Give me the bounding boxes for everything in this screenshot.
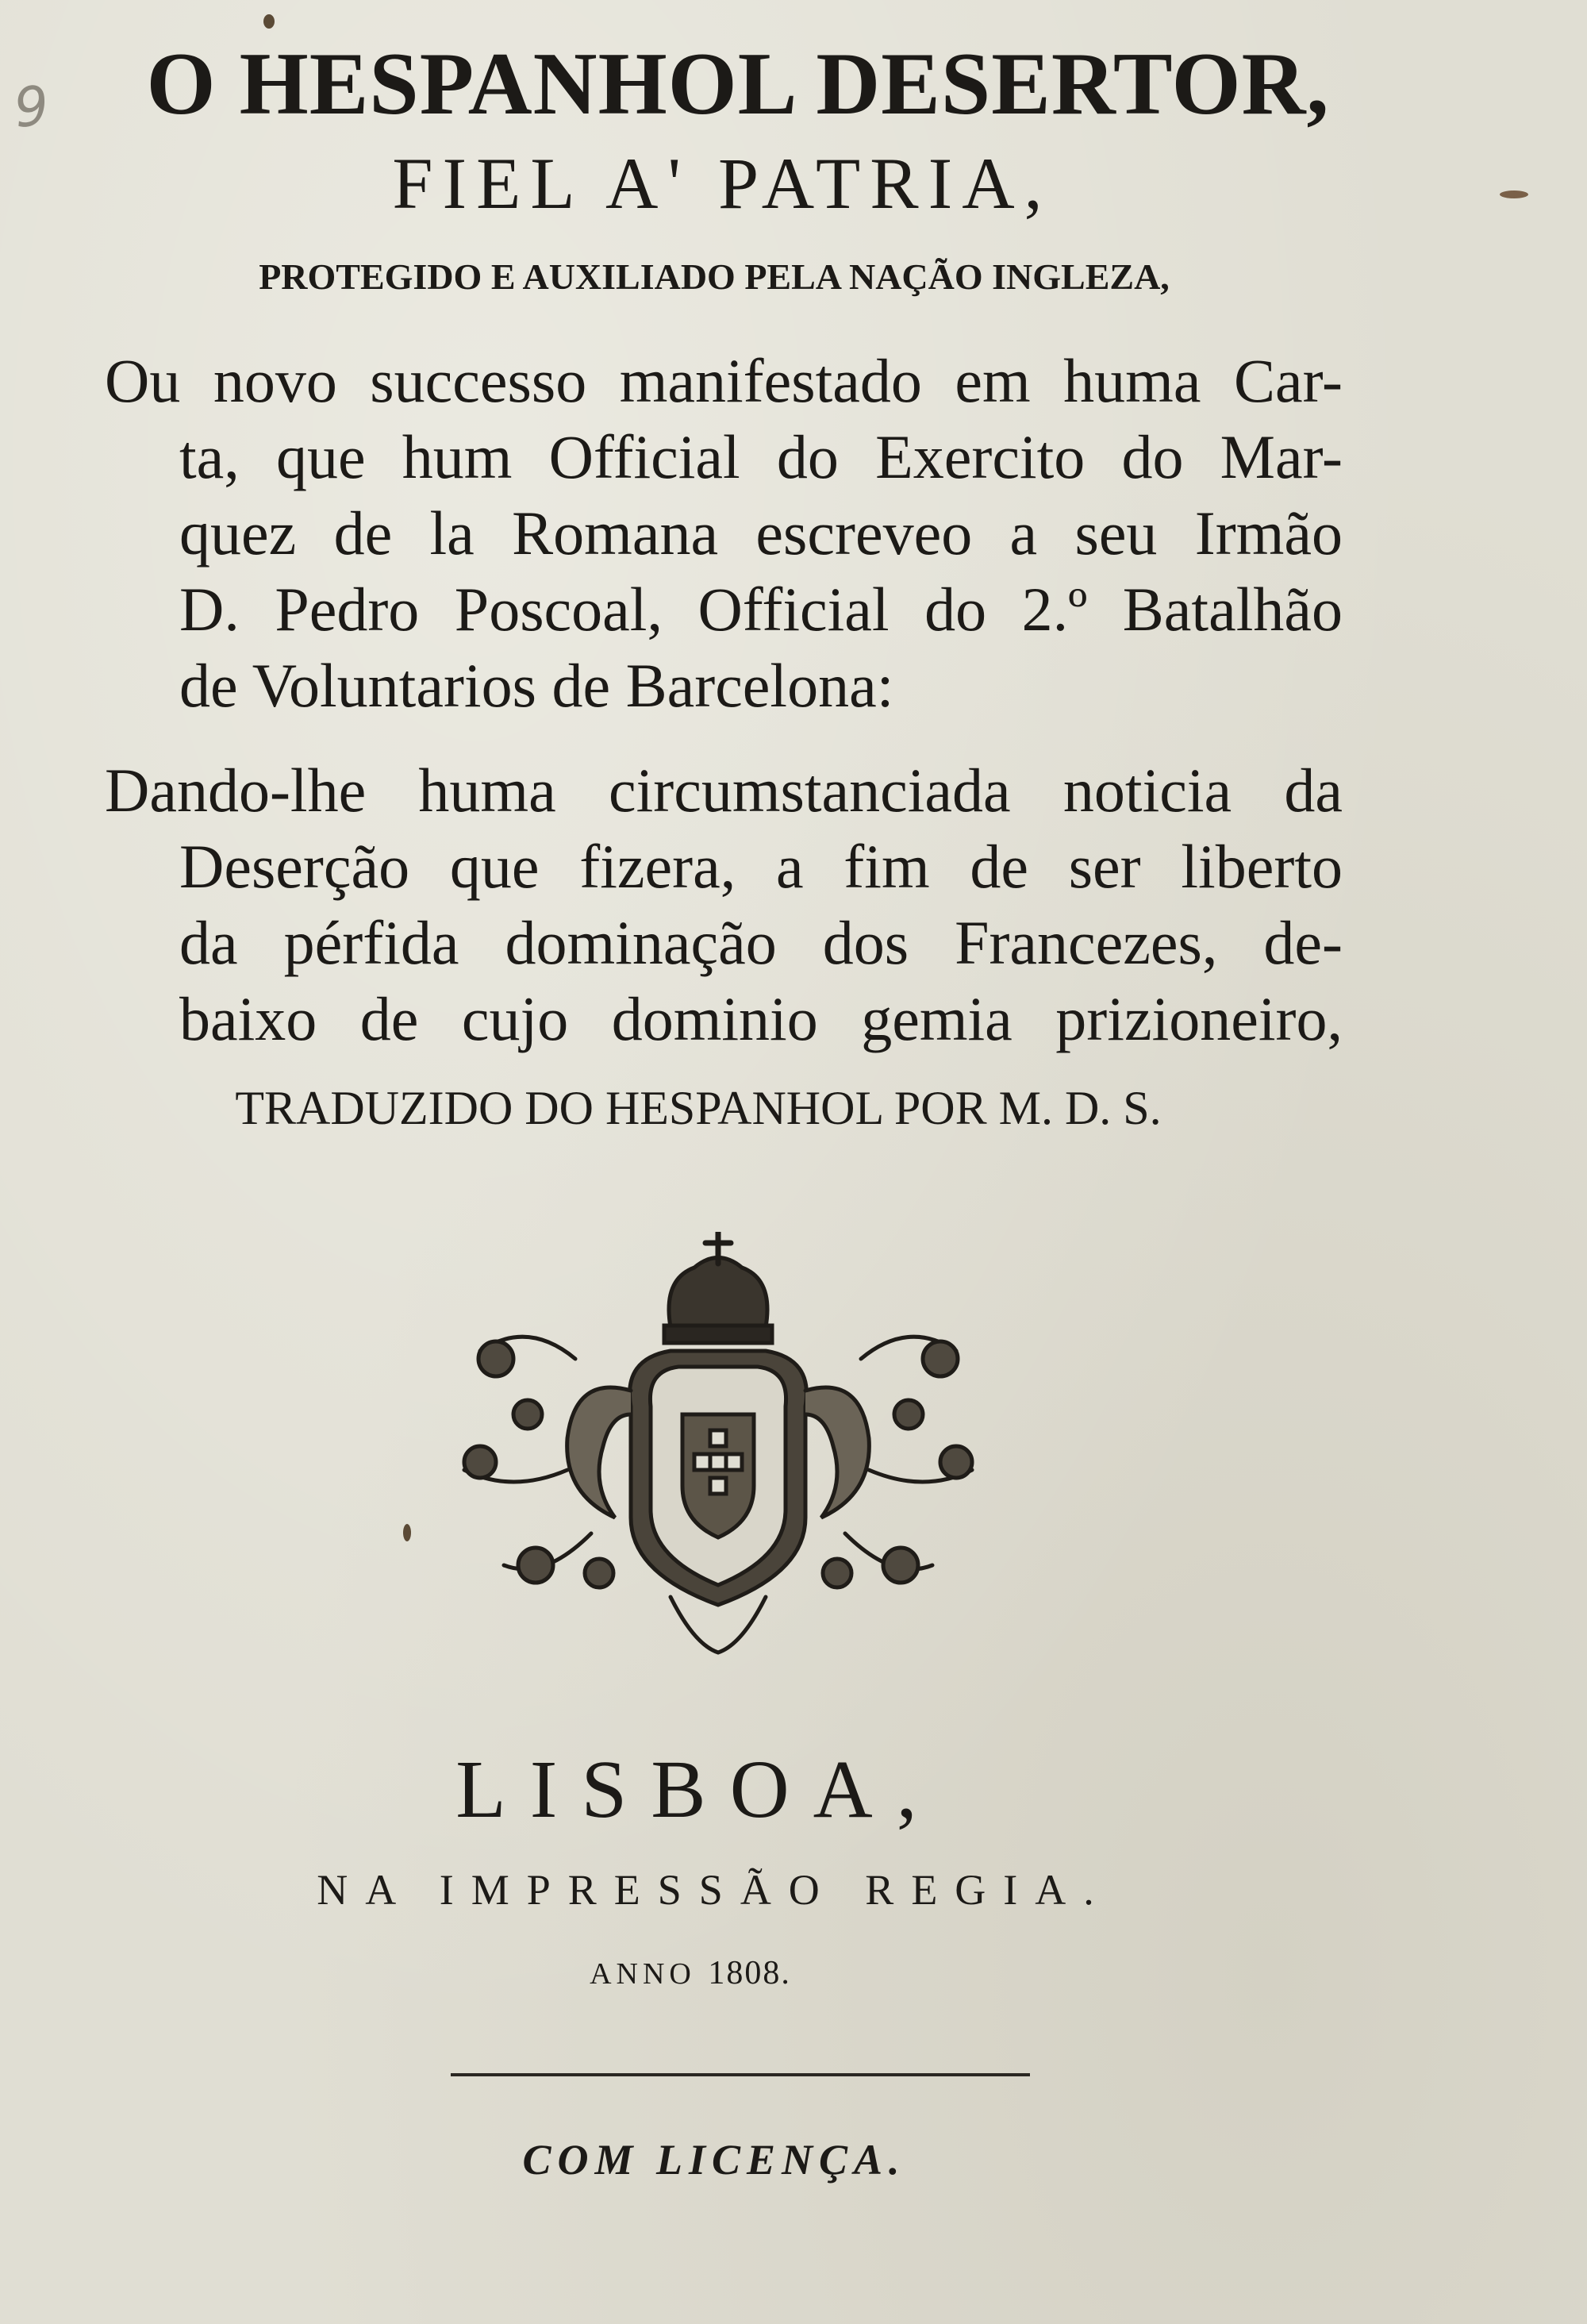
- paragraph-line: baixo de cujo dominio gemia prizioneiro,: [179, 984, 1343, 1053]
- ink-speck: [1500, 190, 1528, 198]
- imprint-press: NA IMPRESSÃO REGIA.: [317, 1866, 1112, 1914]
- license-line: COM LICENÇA.: [522, 2136, 906, 2184]
- ink-speck: [263, 14, 275, 29]
- year-value: 1808.: [708, 1955, 791, 1991]
- subtitle-line: PROTEGIDO E AUXILIADO PELA NAÇÃO INGLEZA,: [259, 256, 1170, 297]
- divider-rule: [451, 2073, 1030, 2076]
- paragraph-line: Deserção que fizera, a fim de ser liberto: [179, 832, 1343, 901]
- paragraph-line: Dando-lhe huma circumstanciada noticia da: [105, 756, 1343, 825]
- paragraph-line: Ou novo successo manifestado em huma Car-: [105, 346, 1343, 415]
- description-paragraph-2: [105, 752, 1343, 1057]
- paragraph-line: ta, que hum Official do Exercito do Mar-: [179, 422, 1343, 491]
- translator-credit: TRADUZIDO DO HESPANHOL POR M. D. S.: [235, 1082, 1162, 1134]
- imprint-year: [0, 1954, 1484, 1992]
- royal-coat-of-arms-icon: [432, 1232, 1004, 1660]
- imprint-city: LISBOA,: [455, 1744, 941, 1835]
- description-paragraph-1: [105, 343, 1343, 724]
- title-line-2: FIEL A' PATRIA,: [392, 143, 1052, 224]
- paragraph-line: da pérfida dominação dos Francezes, de-: [179, 908, 1343, 977]
- paragraph-line: D. Pedro Poscoal, Official do 2.º Batalhão: [179, 575, 1343, 644]
- title-line-1: O HESPANHOL DESERTOR,: [146, 35, 1330, 133]
- margin-pencil-note: 9: [10, 74, 52, 141]
- year-label: ANNO: [590, 1957, 696, 1991]
- ink-speck: [403, 1524, 411, 1541]
- paragraph-line: quez de la Romana escreveo a seu Irmão: [179, 498, 1343, 568]
- paragraph-line: de Voluntarios de Barcelona:: [179, 651, 894, 720]
